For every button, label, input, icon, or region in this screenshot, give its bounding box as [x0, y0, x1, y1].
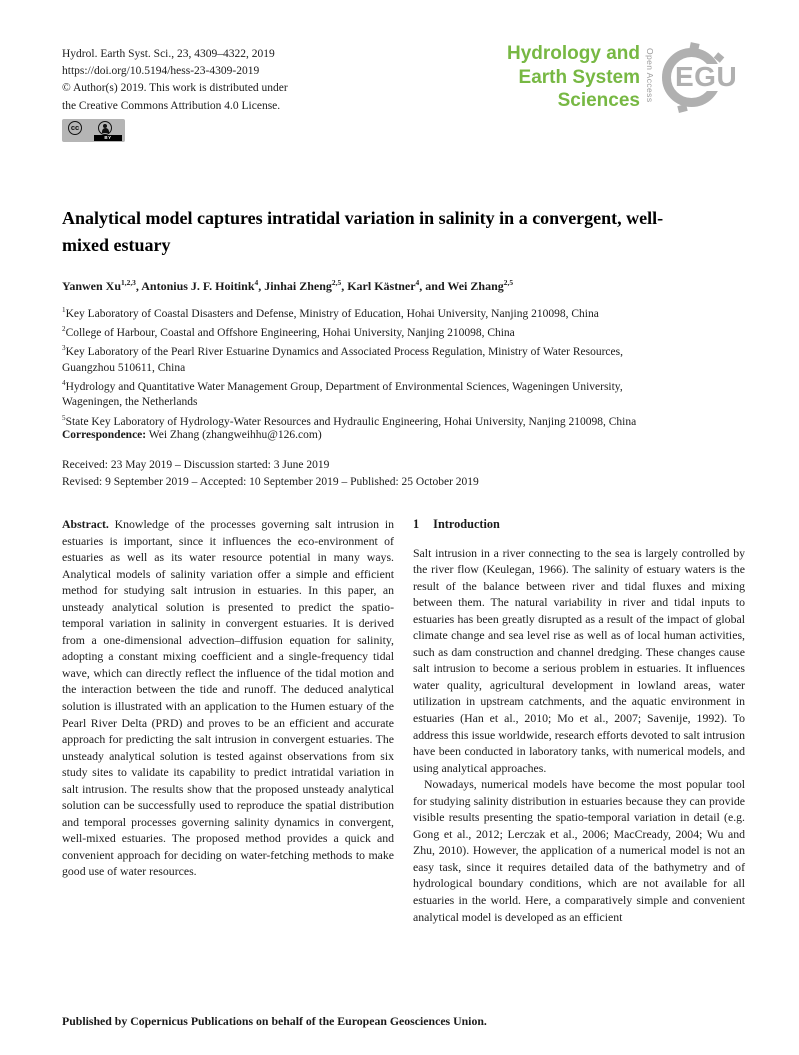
- author-affiliation-sup: 2,5: [503, 278, 514, 287]
- affiliation-text-continued: Wageningen, the Netherlands: [62, 396, 198, 409]
- affiliation-item: [62, 341, 752, 376]
- revised-line: Revised: 9 September 2019 – Accepted: 10 September 2019 – Published: 25 October 2019: [62, 476, 479, 488]
- journal-name-line: Hydrology and: [506, 43, 640, 64]
- open-access-label: Open Access: [645, 48, 655, 103]
- author-affiliation-sup: 2,5: [331, 278, 342, 287]
- author-affiliation-sup: 4: [254, 278, 259, 287]
- correspondence-label: Correspondence:: [62, 429, 147, 441]
- affiliation-text: College of Harbour, Coastal and Offshore Engineering, Hohai University, Nanjing 210098, China: [65, 327, 515, 340]
- author-name: , Antonius J. F. Hoitink: [135, 279, 255, 293]
- correspondence-line: [62, 429, 745, 441]
- affiliation-text: State Key Laboratory of Hydrology-Water Resources and Hydraulic Engineering, Hohai University, Nanjing 210098, China: [65, 415, 637, 428]
- abstract-text: Knowledge of the processes governing salt intrusion in estuaries is important, since it influences the eco-environment of estuaries as well as its water resource potential in many ways. Analytical models of salinity variation offer a simple and efficient method for studying salt intrusion in estuaries. In this paper, an unsteady analytical solution is presented to predict the spatio-temporal variation in salinity in convergent estuaries. It is derived from a one-dimensional advection–diffusion equation for salinity, adopting a constant mixing coefficient and a single-frequency tidal wave, which can directly reflect the influence of the tidal motion and the interaction between the tide and runoff. The deduced analytical solution is illustrated with an application to the Humen estuary of the Pearl River Delta (PRD) and proves to be an efficient and accurate approach for predicting the salt intrusion in convergent estuaries. The unsteady analytical solution is tested against observations from six study sites to validate its capability to predict intratidal variation in salt intrusion. The results show that the proposed unsteady analytical solution can be successfully used to reproduce the spatial distribution and temporal processes governing salinity dynamics in convergent, well-mixed estuaries. The proposed method provides a quick and convenient approach for deciding on water-fetching methods to make good use of water resources.: [62, 517, 394, 879]
- affiliation-text-continued: Guangzhou 510611, China: [62, 361, 186, 374]
- egu-logo-text: EGU: [675, 61, 738, 92]
- affiliation-number: 3: [62, 344, 66, 353]
- body-columns: [62, 516, 745, 925]
- affiliation-item: [62, 322, 752, 341]
- cc-license-badge[interactable]: [62, 119, 125, 142]
- affiliation-item: [62, 303, 752, 322]
- cc-icon: cc: [68, 121, 82, 135]
- section-heading: [413, 516, 745, 533]
- introduction-column: [413, 516, 745, 925]
- affiliation-item: [62, 411, 752, 430]
- copyright-line-1: © Author(s) 2019. This work is distributed under: [62, 82, 288, 95]
- author-name: Yanwen Xu: [62, 279, 122, 293]
- dates-block: [62, 457, 745, 491]
- abstract-paragraph: [62, 516, 394, 880]
- journal-name-line: Earth System: [518, 66, 640, 88]
- abstract-heading: Abstract.: [62, 517, 109, 531]
- affiliation-text: Key Laboratory of the Pearl River Estuarine Dynamics and Associated Process Regulation, Ministry of Water Resources,: [65, 346, 623, 359]
- publisher-note: Published by Copernicus Publications on behalf of the European Geosciences Union.: [62, 1014, 487, 1028]
- affiliations-list: [62, 303, 752, 430]
- journal-name-line: Sciences: [557, 90, 640, 111]
- egu-logo: [660, 42, 760, 117]
- received-line: Received: 23 May 2019 – Discussion started: 3 June 2019: [62, 459, 330, 471]
- section-title: Introduction: [433, 517, 500, 531]
- author-name: , Karl Kästner: [341, 279, 416, 293]
- affiliation-text: Key Laboratory of Coastal Disasters and Defense, Ministry of Education, Hohai University, Nanjing 210098, China: [65, 307, 599, 320]
- header-left: [62, 46, 288, 142]
- doi-link[interactable]: https://doi.org/10.5194/hess-23-4309-2019: [62, 65, 260, 78]
- egu-logo-notch: [677, 104, 687, 113]
- correspondence-name: Wei Zhang (: [146, 429, 206, 441]
- journal-reference: Hydrol. Earth Syst. Sci., 23, 4309–4322, 2019: [62, 48, 275, 60]
- journal-logo-text: [507, 42, 640, 113]
- author-name: , Jinhai Zheng: [258, 279, 332, 293]
- author-affiliation-sup: 1,2,3: [121, 278, 136, 287]
- affiliation-text: Hydrology and Quantitative Water Management Group, Department of Environmental Sciences, Wageningen University,: [65, 380, 623, 393]
- author-affiliation-sup: 4: [415, 278, 420, 287]
- affiliation-number: 5: [62, 413, 66, 422]
- abstract-column: [62, 516, 394, 925]
- authors-line: [62, 278, 745, 294]
- by-label: BY: [94, 135, 122, 141]
- affiliation-item: [62, 376, 752, 411]
- copyright-line-2: the Creative Commons Attribution 4.0 License.: [62, 99, 281, 112]
- intro-paragraph-2: Nowadays, numerical models have become the most popular tool for studying salinity distribution in estuaries because they can provide visible results presenting the spatio-temporal variation in detail (e.g. Gong et al., 2012; Lerczak et al., 2006; MacCready, 2004; Wu and Zhu, 2010). However, the application of a numerical model is not an easy task, since it requires detailed data of the bathymetry and of hydrological boundary conditions, which are not available for all estuaries in the world. Here, a comparatively simple and convenient analytical model is developed as an efficient: [413, 777, 745, 924]
- affiliation-number: 2: [62, 325, 66, 334]
- author-name: , and Wei Zhang: [419, 279, 504, 293]
- paper-title: Analytical model captures intratidal variation in salinity in a convergent, well-mixed estuary: [62, 208, 664, 255]
- correspondence-email[interactable]: zhangweihhu@126.com: [205, 429, 318, 441]
- correspondence-suffix: ): [317, 429, 322, 441]
- intro-paragraph-1: Salt intrusion in a river connecting to the sea is largely controlled by the river flow (Keulegan, 1966). The salinity of estuary waters is the result of the balance between river and tidal fluxes and mixing between them. The natural variability in river and tidal inputs to estuaries has been greatly disrupted as a result of the impact of global climate change and sea level rise as well as of local human activities, such as dam construction and channel dredging. These changes cause salt intrusion to become a serious problem in estuaries. It influences water quality, agricultural development in lowland areas, water utilization in upstream catchments, and the aquatic environment in estuaries (Han et al., 2010; Mo et al., 2007; Savenije, 1992). To address this issue worldwide, research efforts devoted to salt intrusion have been conducted in laboratory tanks, with numerical models, and using analytical approaches.: [413, 545, 745, 775]
- affiliation-number: 4: [62, 379, 66, 388]
- section-number: 1: [413, 517, 420, 531]
- affiliation-number: 1: [62, 306, 66, 314]
